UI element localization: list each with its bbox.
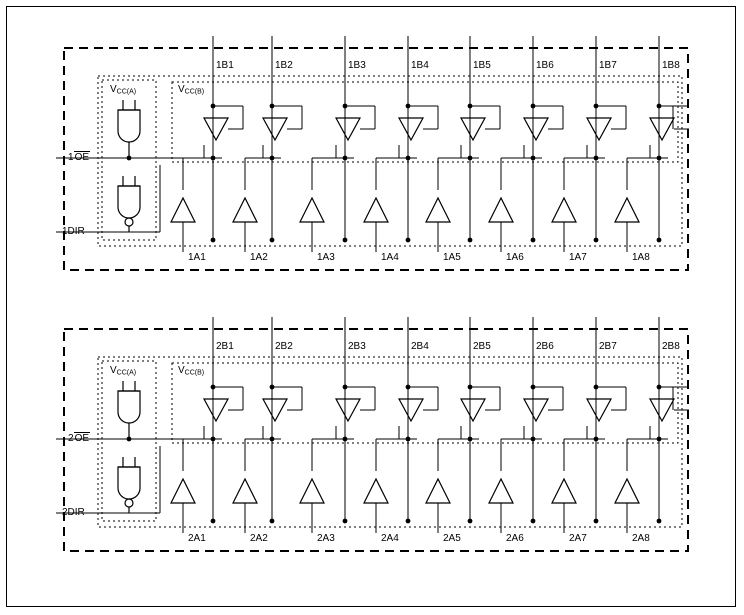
port-label-2B7: 2B7 [599,341,617,352]
port-label-2B3: 2B3 [348,341,366,352]
logic-bank-2 [0,281,744,581]
vcc-b-label-bank2 [178,365,204,378]
port-label-1A7: 1A7 [569,252,587,263]
port-label-2B4: 2B4 [411,341,429,352]
port-label-2A2: 2A2 [250,533,268,544]
port-label-2B8: 2B8 [662,341,680,352]
vcc-b-text: V [178,365,185,376]
port-label-2A1: 2A1 [188,533,206,544]
port-label-2A5: 2A5 [443,533,461,544]
enable-label-oe: OE [74,152,90,163]
vcc-a-subscript: CC(A) [116,369,137,377]
port-label-1A8: 1A8 [632,252,650,263]
port-label-2A7: 2A7 [569,533,587,544]
port-label-1B8: 1B8 [662,60,680,71]
port-label-1B6: 1B6 [536,60,554,71]
port-label-2A8: 2A8 [632,533,650,544]
port-label-1A3: 1A3 [317,252,335,263]
vcc-b-subscript: CC(B) [184,88,205,96]
port-label-1B2: 1B2 [275,60,293,71]
port-label-2B6: 2B6 [536,341,554,352]
vcc-a-text: V [110,365,117,376]
port-label-1A4: 1A4 [381,252,399,263]
vcc-b-text: V [178,84,185,95]
port-label-2B5: 2B5 [473,341,491,352]
vcc-a-label-bank1 [110,84,136,97]
port-label-2B2: 2B2 [275,341,293,352]
vcc-b-label-bank1 [178,84,204,97]
port-label-1A5: 1A5 [443,252,461,263]
vcc-b-subscript: CC(B) [184,369,205,377]
port-label-2B1: 2B1 [216,341,234,352]
logic-bank-1 [0,0,744,300]
vcc-a-text: V [110,84,117,95]
port-label-1A2: 1A2 [250,252,268,263]
enable-label-bank2: 2OE [68,433,90,444]
vcc-a-label-bank2 [110,365,136,378]
dir-label-bank2: 2DIR [62,507,85,518]
port-label-1B7: 1B7 [599,60,617,71]
port-label-1B1: 1B1 [216,60,234,71]
port-label-2A6: 2A6 [506,533,524,544]
port-label-1B3: 1B3 [348,60,366,71]
port-label-1A1: 1A1 [188,252,206,263]
port-label-1A6: 1A6 [506,252,524,263]
port-label-2A4: 2A4 [381,533,399,544]
enable-label-oe: OE [74,433,90,444]
dir-label-bank1: 1DIR [62,226,85,237]
port-label-2A3: 2A3 [317,533,335,544]
vcc-a-subscript: CC(A) [116,88,137,96]
port-label-1B4: 1B4 [411,60,429,71]
port-label-1B5: 1B5 [473,60,491,71]
enable-label-bank1: 1OE [68,152,90,163]
